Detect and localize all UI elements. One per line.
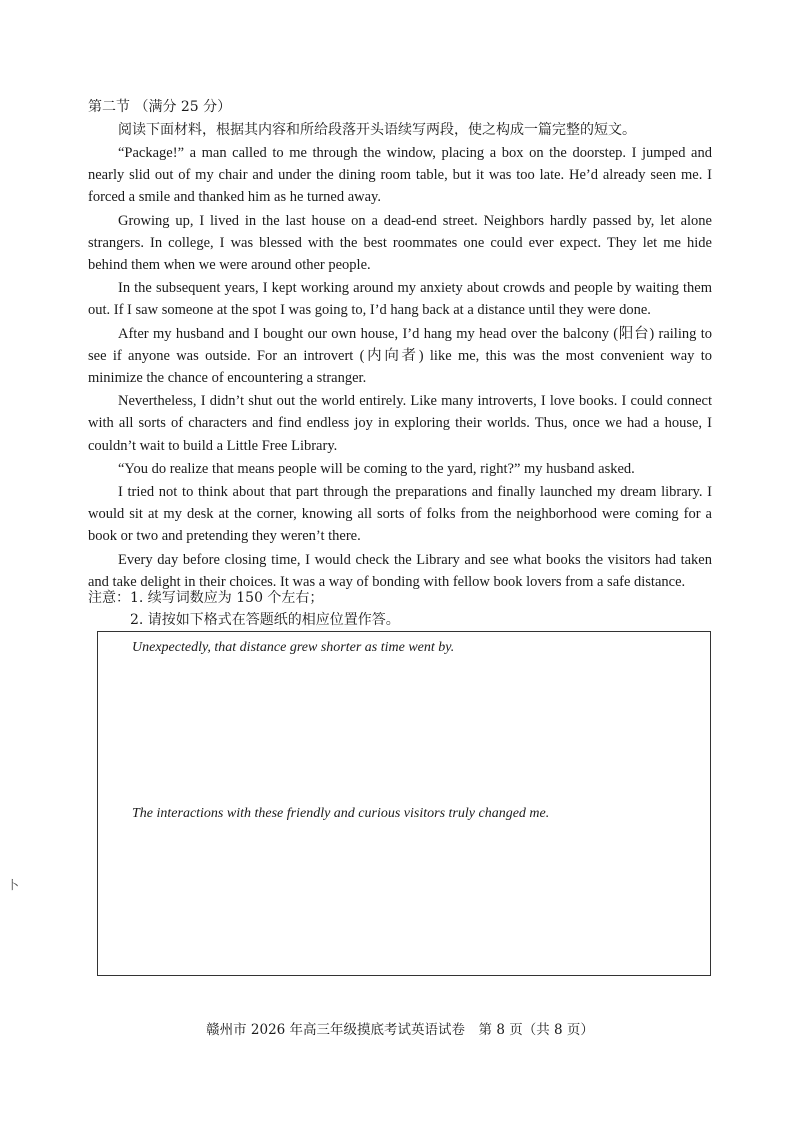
reading-passage [88, 142, 712, 593]
notes [88, 587, 400, 631]
section-title: 第二节 （满分 25 分） [88, 99, 232, 115]
answer-box[interactable] [97, 631, 711, 976]
margin-mark: 卜 [7, 878, 20, 892]
paragraph-opener-1: Unexpectedly, that distance grew shorter as time went by. [132, 640, 455, 655]
page-footer: 赣州市 2026 年高三年级摸底考试英语试卷 第 8 页（共 8 页） [206, 1022, 594, 1038]
paragraph: In the subsequent years, I kept working around my anxiety about crowds and people by waiting them out. If I saw someone at the spot I was going to, I’d hang back at a distance until they were done. [88, 280, 712, 319]
paragraph: I tried not to think about that part through the preparations and finally launched my dream library. I would sit at my desk at the corner, knowing all sorts of folks from the neighborhood were coming for a book or two and pretending they weren’t there. [88, 484, 712, 545]
paragraph: “Package!” a man called to me through the window, placing a box on the doorstep. I jumped and nearly slid out of my chair and under the dining room table, but it was too late. He’d already seen me. I forced a smile and thanked him as he turned away. [88, 145, 712, 206]
paragraph: “You do realize that means people will be coming to the yard, right?” my husband asked. [118, 460, 635, 477]
paragraph-opener-2: The interactions with these friendly and curious visitors truly changed me. [132, 806, 550, 821]
paragraph: Every day before closing time, I would check the Library and see what books the visitors had taken and take delight in their choices. It was a way of bonding with fellow book lovers from a safe distance. [88, 551, 712, 590]
paragraph: After my husband and I bought our own house, I’d hang my head over the balcony (阳台) railing to see if anyone was outside. For an introvert (内向者) like me, this was the most convenient way to minimize the chance of encountering a stranger. [88, 325, 712, 387]
note-line-1: 注意：1. 续写词数应为 150 个左右； [88, 590, 324, 606]
note-line-2: 2. 请按如下格式在答题纸的相应位置作答。 [130, 612, 400, 628]
paragraph: Growing up, I lived in the last house on a dead-end street. Neighbors hardly passed by, let alone strangers. In college, I was blessed with the best roommates one could ever expect. They let me hide behind them when we were around other people. [88, 212, 712, 274]
paragraph: Nevertheless, I didn’t shut out the world entirely. Like many introverts, I love books. I could connect with all sorts of characters and find endless joy in exploring their worlds. Thus, once we had a house, I couldn’t wait to build a Little Free Library. [88, 393, 712, 454]
instruction-text: 阅读下面材料，根据其内容和所给段落开头语续写两段，使之构成一篇完整的短文。 [118, 122, 636, 138]
